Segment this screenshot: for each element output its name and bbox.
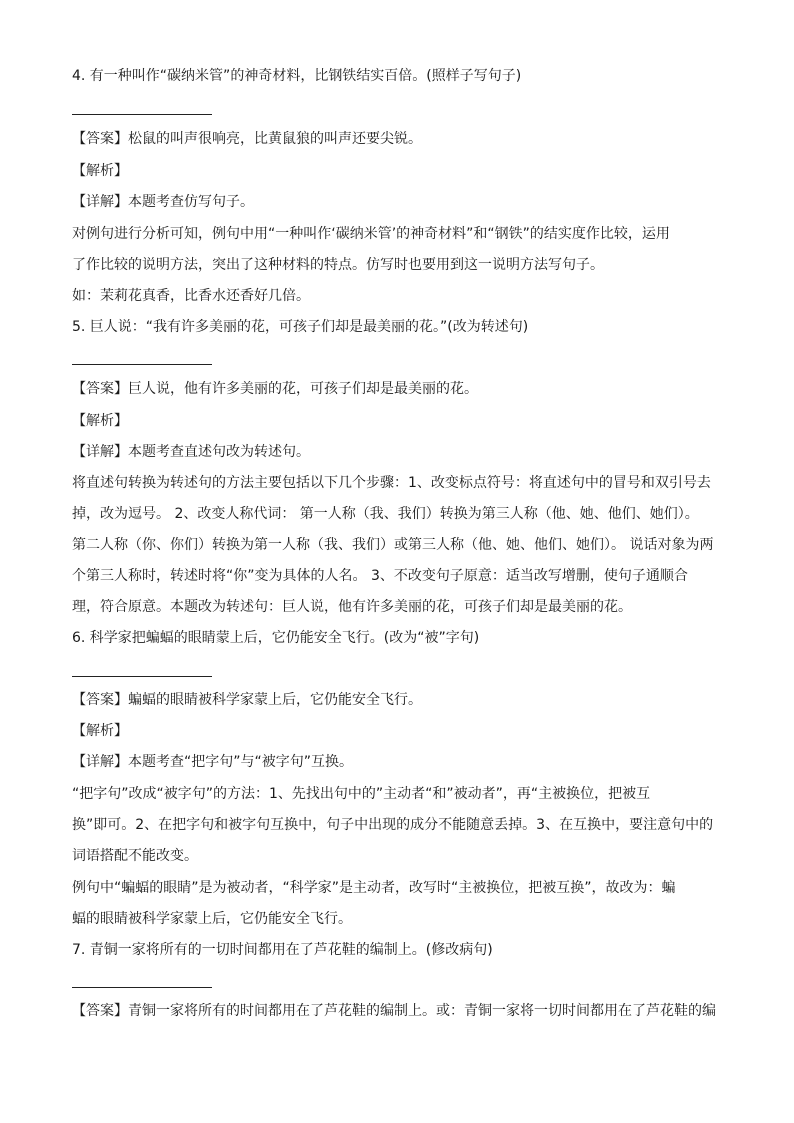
- q5-detail-line-4: 个第三人称时，转述时将“你”变为具体的人名。 3、不改变句子原意：适当改写增删，使句子通顺合: [72, 568, 688, 584]
- q5-detail-line-1: 将直述句转换为转述句的方法主要包括以下几个步骤：1、改变标点符号：将直述句中的冒号和双引号去: [72, 475, 711, 491]
- q6-detail-line-4: 例句中“蝙蝠的眼睛”是为被动者，“科学家”是主动者，改写时“主被换位，把被互换”，故改为：蝙: [72, 880, 676, 896]
- q5-prompt: 5. 巨人说：“我有许多美丽的花，可孩子们却是最美丽的花。”(改为转述句): [72, 319, 529, 335]
- q4-prompt: 4. 有一种叫作“碳纳米管”的神奇材料，比钢铁结实百倍。(照样子写句子): [72, 68, 522, 84]
- q4-detail-heading: 【详解】本题考查仿写句子。: [72, 194, 254, 210]
- q4-example: 如：茉莉花真香，比香水还香好几倍。: [72, 288, 310, 304]
- answer-blank-line: [72, 987, 212, 988]
- q4-detail-line-1: 对例句进行分析可知，例句中用“一种叫作‘碳纳米管’的神奇材料”和“钢铁”的结实度作比较，运用: [72, 226, 670, 242]
- answer-blank-line: [72, 114, 212, 115]
- answer-blank-line: [72, 676, 212, 677]
- q4-analysis-label: 【解析】: [72, 163, 128, 179]
- answer-blank-line: [72, 364, 212, 365]
- q5-detail-line-5: 理，符合原意。本题改为转述句：巨人说，他有许多美丽的花，可孩子们却是最美丽的花。: [72, 599, 632, 615]
- q4-detail-line-2: 了作比较的说明方法，突出了这种材料的特点。仿写时也要用到这一说明方法写句子。: [72, 257, 604, 273]
- q6-detail-heading: 【详解】本题考查“把字句”与“被字句”互换。: [72, 754, 354, 770]
- q5-detail-line-2: 掉，改为逗号。 2、改变人称代词： 第一人称（我、我们）转换为第三人称（他、她、他们、她们）。: [72, 506, 699, 522]
- q5-detail-line-3: 第二人称（你、你们）转换为第一人称（我、我们）或第三人称（他、她、他们、她们）。 说话对象为两: [72, 537, 714, 553]
- q5-analysis-label: 【解析】: [72, 413, 128, 429]
- q6-detail-line-1: “把字句”改成“被字句”的方法：1、先找出句中的”主动者“和”被动者”，再“主被换位，把被互: [72, 786, 651, 802]
- q5-answer: 【答案】巨人说，他有许多美丽的花，可孩子们却是最美丽的花。: [72, 381, 478, 397]
- q6-detail-line-2: 换”即可。2、在把字句和被字句互换中，句子中出现的成分不能随意丢掉。3、在互换中，要注意句中的: [72, 817, 714, 833]
- q6-analysis-label: 【解析】: [72, 723, 128, 739]
- q6-prompt: 6. 科学家把蝙蝠的眼睛蒙上后，它仍能安全飞行。(改为“被”字句): [72, 630, 480, 646]
- q6-answer: 【答案】蝙蝠的眼睛被科学家蒙上后，它仍能安全飞行。: [72, 692, 422, 708]
- q6-detail-line-3: 词语搭配不能改变。: [72, 848, 198, 864]
- q7-prompt: 7. 青铜一家将所有的一切时间都用在了芦花鞋的编制上。(修改病句): [72, 942, 493, 958]
- q7-answer: 【答案】青铜一家将所有的时间都用在了芦花鞋的编制上。或：青铜一家将一切时间都用在了芦花鞋的编: [72, 1003, 716, 1019]
- q4-answer: 【答案】松鼠的叫声很响亮，比黄鼠狼的叫声还要尖锐。: [72, 131, 422, 147]
- q6-detail-line-5: 蝠的眼睛被科学家蒙上后，它仍能安全飞行。: [72, 911, 352, 927]
- q5-detail-heading: 【详解】本题考查直述句改为转述句。: [72, 444, 310, 460]
